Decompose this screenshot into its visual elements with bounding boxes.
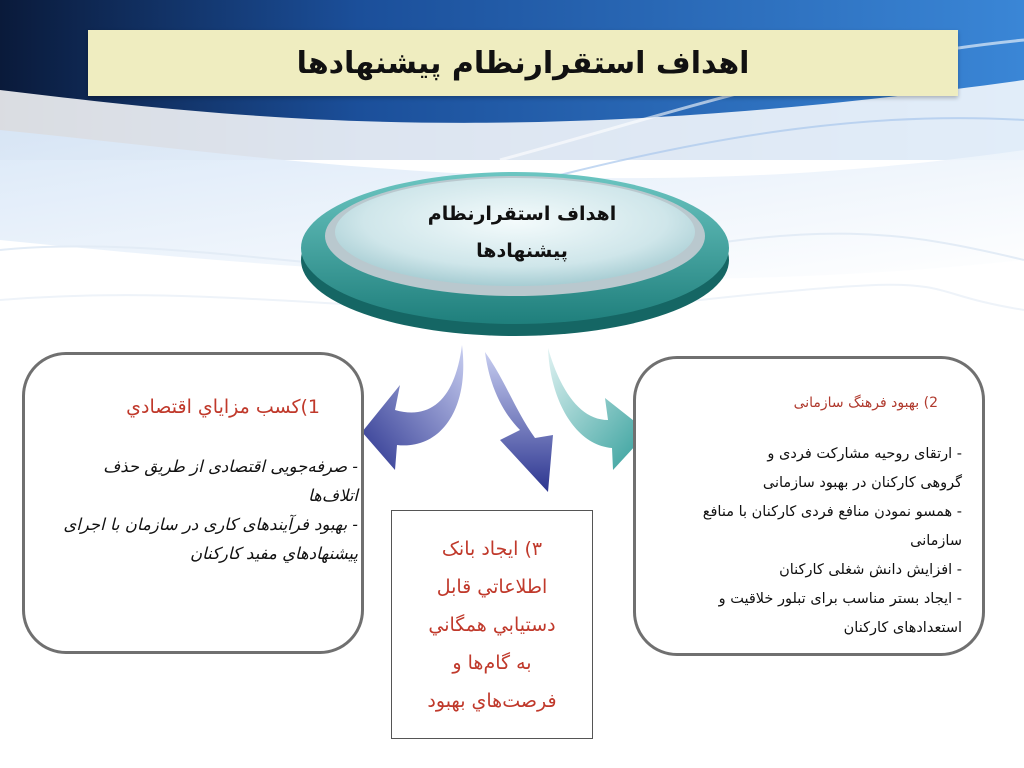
list-line: استعدادهای کارکنان — [843, 620, 962, 636]
list-line: - ایجاد بستر مناسب برای تبلور خلاقیت و — [718, 591, 962, 607]
org-culture-heading: 2) بهبود فرهنگ سازمانی — [793, 395, 938, 411]
list-line: سازمانی — [910, 533, 962, 549]
knowledge-bank-text — [392, 530, 592, 720]
list-line: گروهی کارکنان در بهبود سازمانی — [762, 475, 962, 491]
center-label — [372, 196, 672, 270]
list-item: - بهبود فرآیندهای کاری در سازمان با اجرای پیشنهادهاي مفيد كاركنان — [63, 515, 358, 563]
text-line: ٣) ايجاد بانک — [441, 538, 543, 560]
title-banner — [88, 30, 958, 96]
economic-benefits-list — [52, 452, 358, 568]
list-item: - صرفه‌جویی اقتصادی از طریق حذف اتلاف‌ها — [103, 457, 358, 505]
economic-benefits-heading: 1)کسب مزاياي اقتصادي — [126, 396, 320, 418]
list-line: - همسو نمودن منافع فردی کارکنان با منافع — [702, 504, 962, 520]
list-line: - افزایش دانش شغلی کارکنان — [779, 562, 962, 578]
text-line: دستيابي همگاني — [428, 614, 556, 636]
text-line: به گام‌ها و — [452, 652, 532, 674]
org-culture-list — [632, 440, 962, 643]
page-title: اهداف استقرارنظام پیشنهادها — [296, 45, 750, 81]
center-label-line-2: پیشنهادها — [476, 240, 568, 262]
list-line: - ارتقای روحیه مشارکت فردی و — [767, 446, 962, 462]
center-label-line-1: اهداف استقرارنظام — [427, 203, 617, 225]
text-line: فرصت‌هاي بهبود — [427, 690, 557, 712]
text-line: اطلاعاتي قابل — [436, 576, 548, 598]
